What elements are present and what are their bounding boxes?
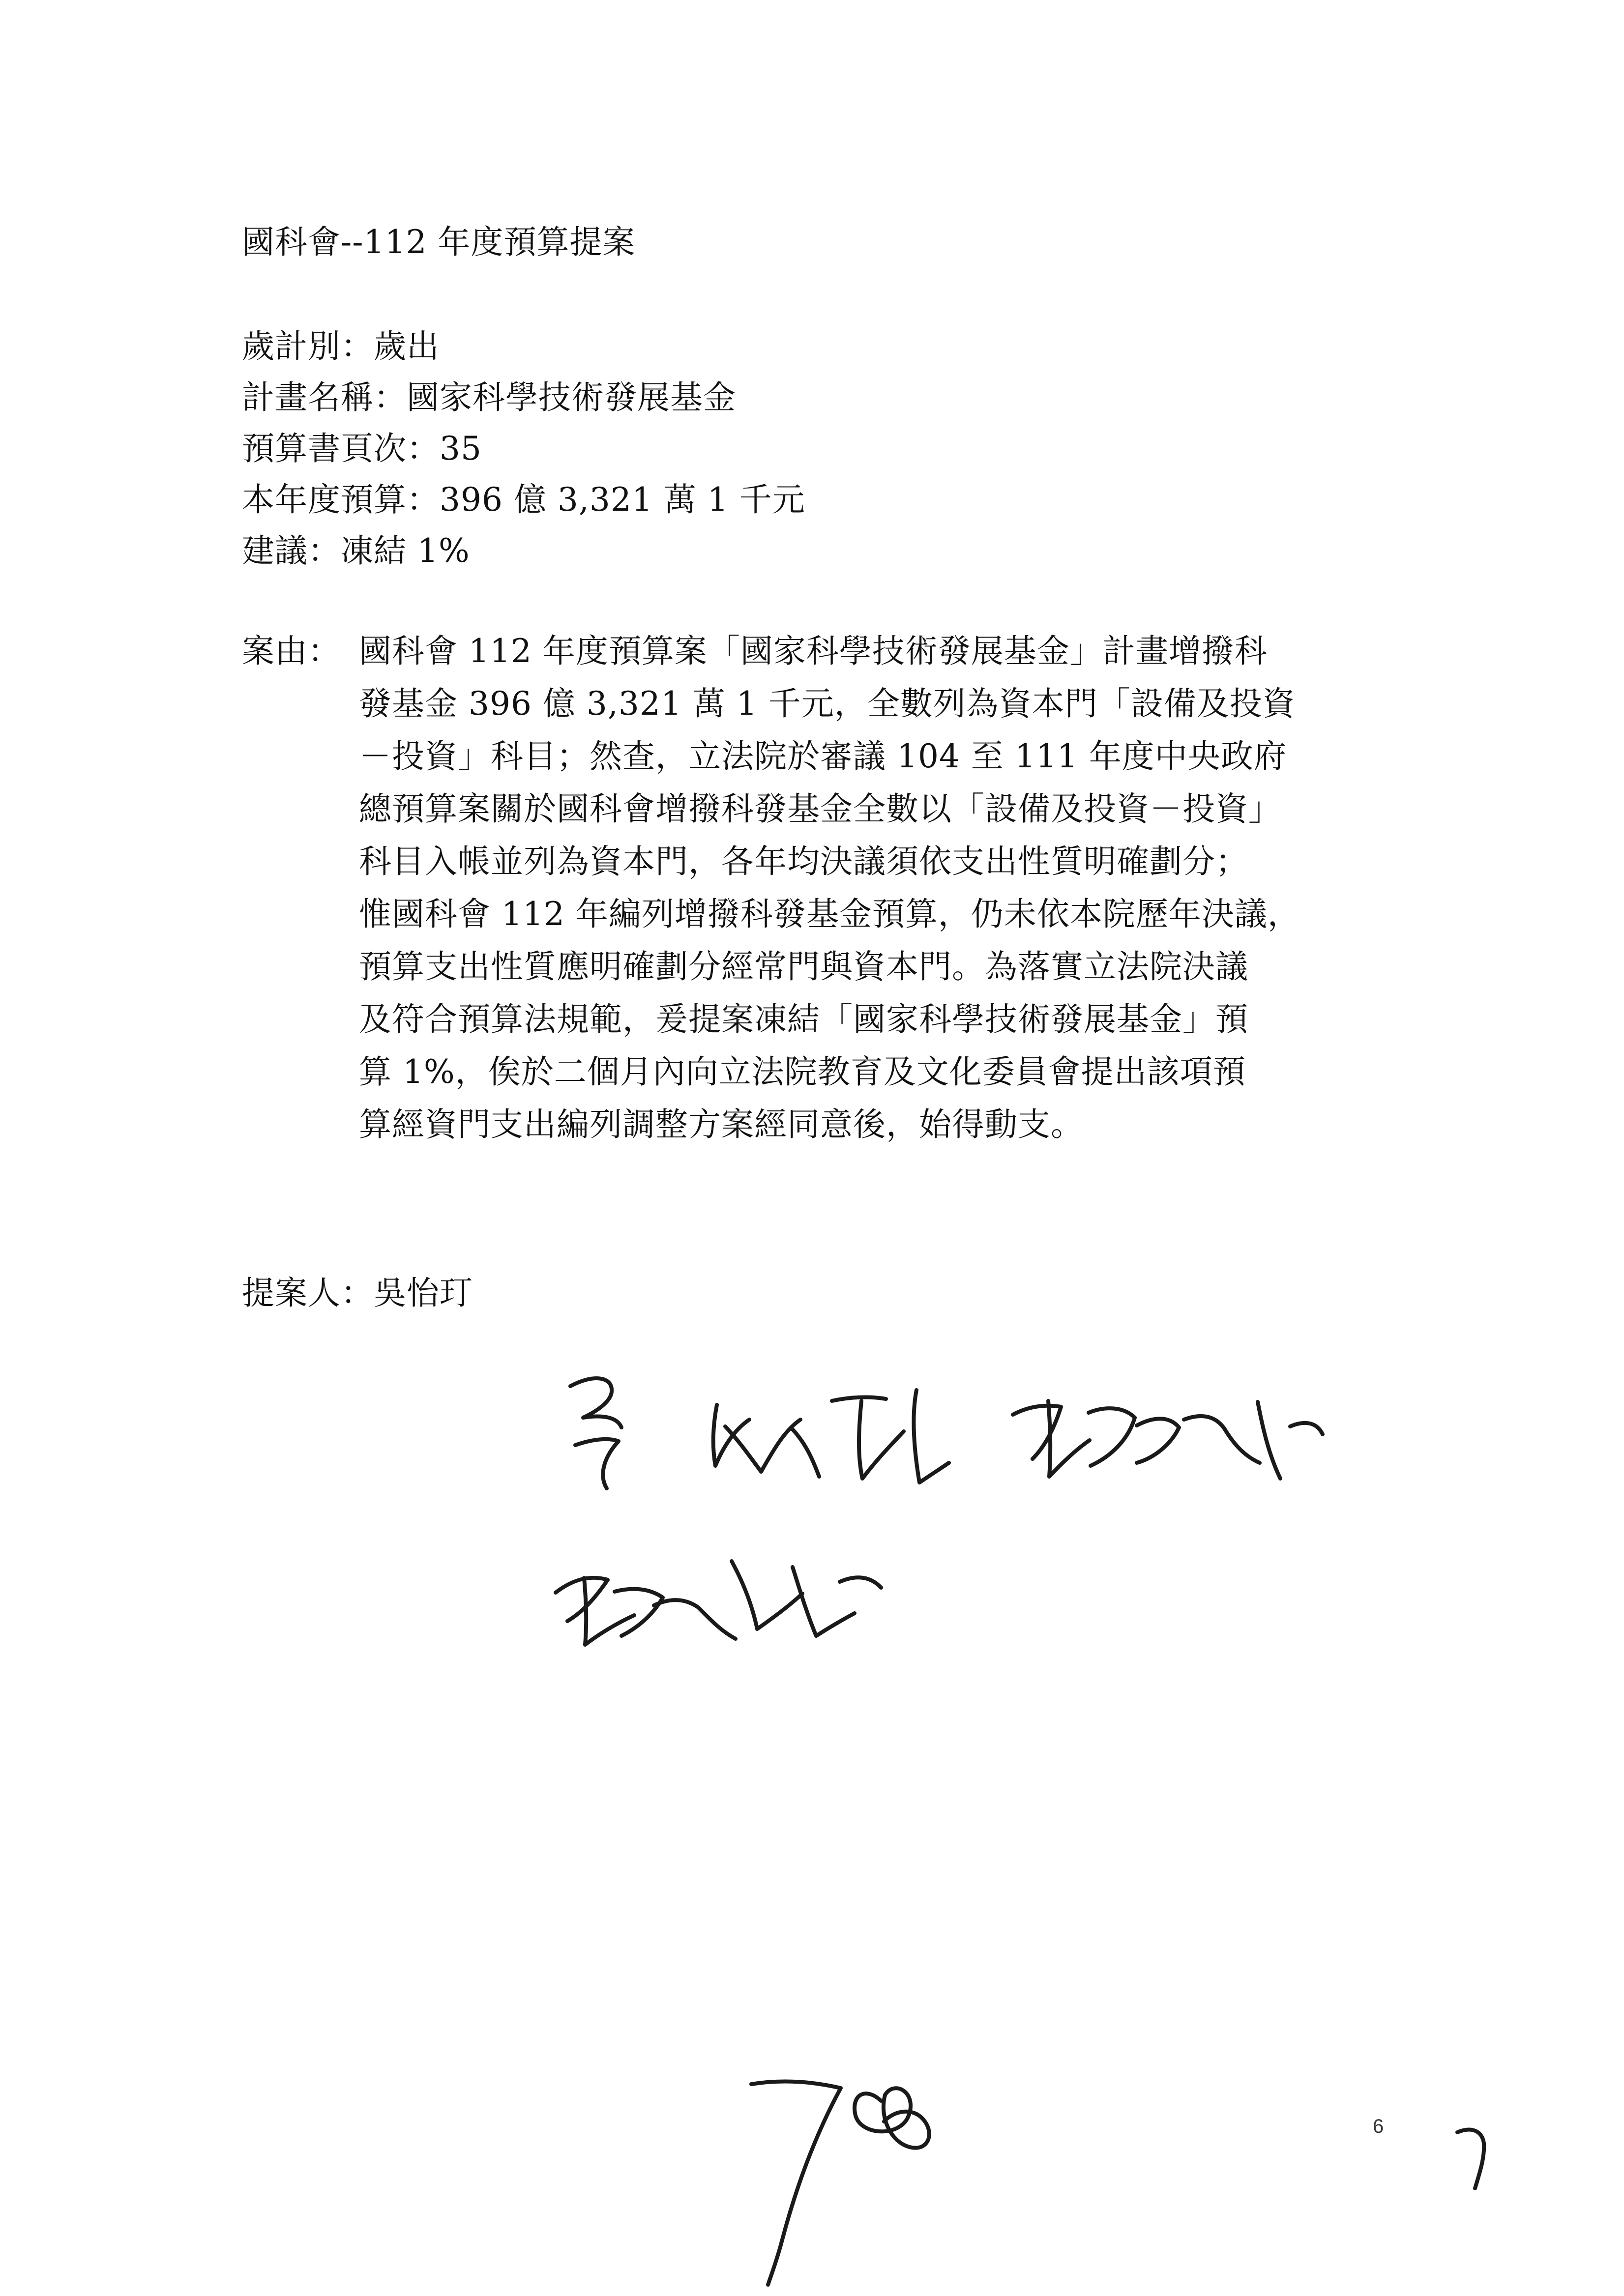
reason-line: －投資」科目；然查，立法院於審議 104 至 111 年度中央政府 (359, 737, 1287, 775)
annual-budget-field: 本年度預算：396 億 3,321 萬 1 千元 (242, 481, 805, 519)
reason-label: 案由： (242, 632, 341, 670)
reason-line: 科目入帳並列為資本門，各年均決議須依支出性質明確劃分； (359, 843, 1248, 880)
project-name-field: 計畫名稱：國家科學技術發展基金 (242, 378, 736, 416)
signature-2 (1013, 1401, 1323, 1479)
document-title: 國科會--112 年度預算提案 (242, 223, 636, 261)
handwritten-mark-78 (751, 2081, 929, 2285)
reason-line: 及符合預算法規範，爰提案凍結「國家科學技術發展基金」預 (359, 1000, 1248, 1038)
budget-type-field: 歲計別：歲出 (242, 327, 440, 365)
signature-3 (556, 1561, 881, 1645)
budget-page-field: 預算書頁次：35 (242, 430, 482, 467)
reason-line: 惟國科會 112 年編列增撥科發基金預算，仍未依本院歷年決議， (359, 895, 1300, 933)
page-number: 6 (1373, 2116, 1384, 2137)
reason-line: 總預算案關於國科會增撥科發基金全數以「設備及投資－投資」 (359, 790, 1281, 828)
proposer-line: 提案人：吳怡玎 (242, 1274, 472, 1312)
reason-line: 國科會 112 年度預算案「國家科學技術發展基金」計畫增撥科 (359, 632, 1268, 670)
reason-line: 算 1%，俟於二個月內向立法院教育及文化委員會提出該項預 (359, 1053, 1246, 1091)
reason-line: 算經資門支出編列調整方案經同意後，始得動支。 (359, 1105, 1084, 1143)
reason-line: 發基金 396 億 3,321 萬 1 千元，全數列為資本門「設備及投資 (359, 685, 1296, 723)
suggestion-field: 建議：凍結 1% (242, 532, 470, 570)
handwritten-margin-mark (1457, 2130, 1484, 2188)
signature-1 (570, 1378, 949, 1488)
reason-line: 預算支出性質應明確劃分經常門與資本門。為落實立法院決議 (359, 948, 1248, 986)
